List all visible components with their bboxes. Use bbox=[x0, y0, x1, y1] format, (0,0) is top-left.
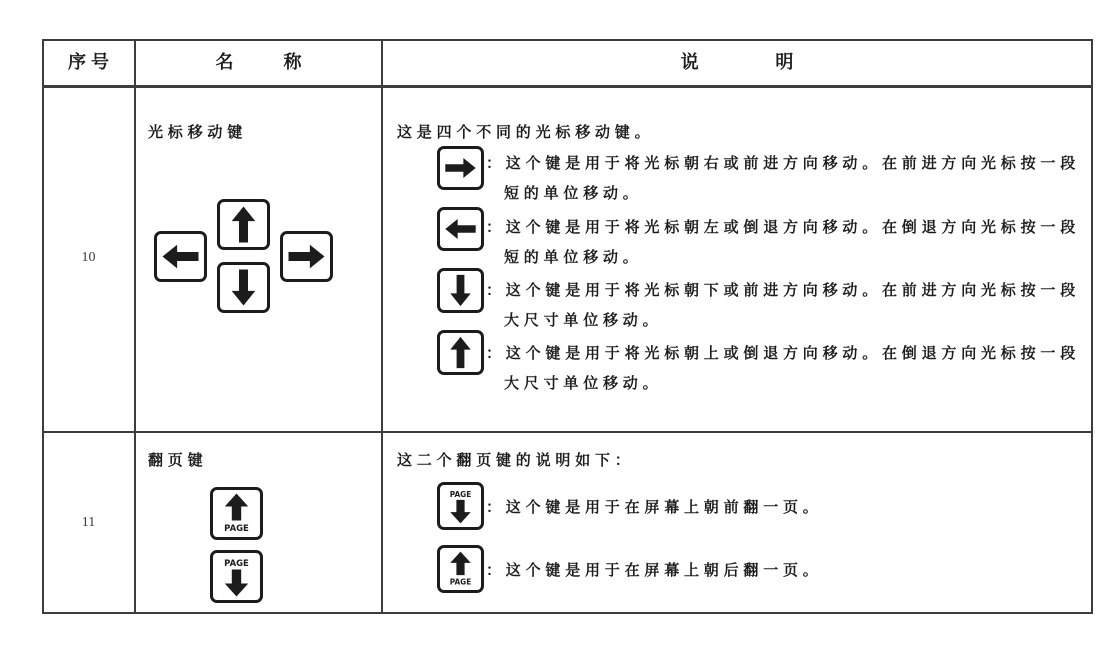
page-down-icon bbox=[213, 553, 260, 600]
page-down-icon bbox=[440, 485, 481, 527]
arrow-up-key-icon bbox=[217, 199, 270, 250]
item-description-line: ：这个键是用于将光标朝上或倒退方向移动。在倒退方向光标按一段 bbox=[486, 344, 1081, 362]
item-description-line: 大尺寸单位移动。 bbox=[504, 311, 663, 329]
arrow-up-icon bbox=[440, 333, 481, 372]
row-divider bbox=[42, 431, 1093, 433]
row-index: 11 bbox=[81, 515, 96, 530]
arrow-left-key-icon bbox=[154, 231, 207, 282]
arrow-down-key-icon bbox=[437, 268, 484, 313]
page-key-label: PAGE bbox=[449, 577, 472, 587]
item-description-line: ：这个键是用于在屏幕上朝后翻一页。 bbox=[486, 561, 823, 579]
page-up-key-icon bbox=[437, 545, 484, 593]
arrow-up-icon bbox=[220, 202, 267, 247]
page-up-icon bbox=[440, 548, 481, 590]
row-name: 光标移动键 bbox=[148, 123, 248, 141]
arrow-right-icon bbox=[440, 149, 481, 187]
arrow-up-key-icon bbox=[437, 330, 484, 375]
arrow-right-key-icon bbox=[280, 231, 333, 282]
row-index: 10 bbox=[81, 250, 96, 265]
arrow-right-icon bbox=[283, 234, 330, 279]
item-description-line: ：这个键是用于将光标朝左或倒退方向移动。在倒退方向光标按一段 bbox=[486, 218, 1081, 236]
arrow-left-key-icon bbox=[437, 207, 484, 251]
arrow-right-key-icon bbox=[437, 146, 484, 190]
page-down-key-icon bbox=[210, 550, 263, 603]
arrow-down-key-icon bbox=[217, 262, 270, 313]
header-description: 说 明 bbox=[680, 52, 800, 73]
page-up-key-icon bbox=[210, 487, 263, 540]
item-description-line: ：这个键是用于将光标朝右或前进方向移动。在前进方向光标按一段 bbox=[486, 154, 1081, 172]
item-description-line: 短的单位移动。 bbox=[504, 248, 643, 266]
item-description-line: ：这个键是用于将光标朝下或前进方向移动。在前进方向光标按一段 bbox=[486, 281, 1081, 299]
arrow-left-icon bbox=[157, 234, 204, 279]
row-intro: 这二个翻页键的说明如下： bbox=[397, 451, 635, 469]
header-divider bbox=[42, 85, 1093, 88]
item-description-line: ：这个键是用于在屏幕上朝前翻一页。 bbox=[486, 498, 823, 516]
item-description-line: 短的单位移动。 bbox=[504, 184, 643, 202]
page-key-label: PAGE bbox=[449, 489, 472, 499]
item-description-line: 大尺寸单位移动。 bbox=[504, 374, 663, 392]
page-key-label: PAGE bbox=[224, 524, 249, 535]
row-intro: 这是四个不同的光标移动键。 bbox=[397, 123, 655, 141]
page-key-label: PAGE bbox=[224, 558, 249, 569]
arrow-down-icon bbox=[440, 271, 481, 310]
column-divider-name bbox=[381, 39, 383, 614]
arrow-left-icon bbox=[440, 210, 481, 248]
page-up-icon bbox=[213, 490, 260, 537]
arrow-down-icon bbox=[220, 265, 267, 310]
page-down-key-icon bbox=[437, 482, 484, 530]
header-index: 序号 bbox=[68, 52, 114, 73]
row-name: 翻页键 bbox=[148, 451, 208, 469]
header-name: 名 称 bbox=[215, 52, 307, 73]
